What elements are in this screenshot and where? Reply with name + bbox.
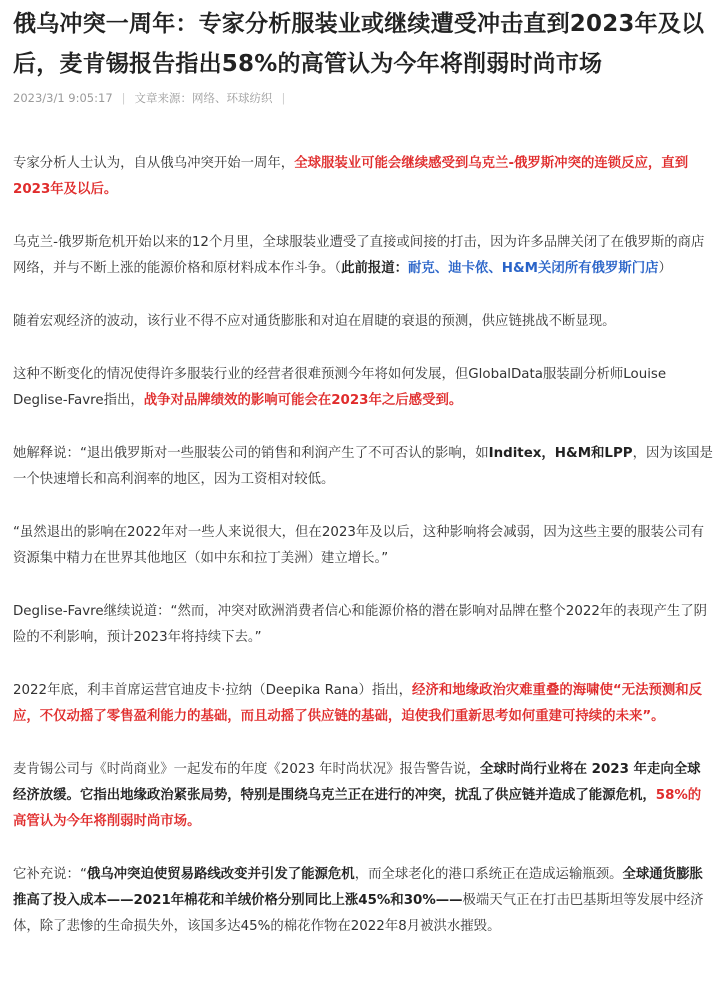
text: ） — [658, 261, 672, 276]
text: 麦肯锡公司与《时尚商业》一起发布的年度《2023 年时尚状况》报告警告说， — [13, 762, 480, 777]
text: 随着宏观经济的波动，该行业不得不应对通货膨胀和对迫在眉睫的衰退的预测，供应链挑战不断显现。 — [13, 314, 616, 329]
article — [0, 4, 727, 940]
paragraph-10 — [13, 862, 713, 940]
text: ，而全球老化的港口系统正在造成运输瓶颈。 — [354, 867, 623, 882]
meta-separator: | — [121, 91, 126, 105]
text: 极端天气正在打击巴基斯坦等发展中经济体，除了悲惨的生命损失外，该国多达45%的棉花作物在2022年8月被洪水摧毁。 — [13, 893, 704, 934]
bold-text: 俄乌冲突迫使贸易路线改变并引发了能源危机 — [86, 867, 355, 882]
text: ，因为该国是一个快速增长和高利润率的地区，因为工资相对较低。 — [13, 446, 713, 487]
text: 它补充说：“ — [13, 867, 87, 882]
highlight-text: 58%的高管认为今年将削弱时尚市场。 — [13, 788, 702, 829]
paragraph-8 — [13, 678, 713, 730]
paragraph-6 — [13, 520, 713, 572]
paragraph-2 — [13, 230, 713, 282]
paragraph-4 — [13, 362, 713, 414]
highlight-text: 经济和地缘政治灾难重叠的海啸使“无法预测和反应，不仅动摇了零售盈利能力的基础，而且动摇了供应链的基础，迫使我们重新思考如何重建可持续的未来”。 — [13, 683, 703, 724]
text: 她解释说：“退出俄罗斯对一些服装公司的销售和利润产生了不可否认的影响，如 — [13, 446, 489, 461]
bold-text: Inditex，H&M和LPP — [488, 446, 633, 461]
text: “虽然退出的影响在2022年对一些人来说很大，但在2023年及以后，这种影响将会减弱，因为这些主要的服装公司有资源集中精力在世界其他地区（如中东和拉丁美洲）建立增长。” — [13, 525, 705, 566]
paragraph-1 — [13, 151, 713, 203]
publish-date: 2023/3/1 9:05:17 — [13, 91, 113, 105]
article-source: 文章来源：网络、环球纺织 — [134, 91, 273, 105]
bold-text: 全球时尚行业将在 2023 年走向全球经济放缓。它指出地缘政治紧张局势，特别是围绕乌克兰正在进行的冲突，扰乱了供应链并造成了能源危机， — [13, 762, 701, 803]
bold-text: 此前报道： — [341, 261, 409, 276]
related-article-link[interactable]: 耐克、迪卡侬、H&M关闭所有俄罗斯门店 — [408, 261, 659, 276]
text: Deglise-Favre继续说道：“然而，冲突对欧洲消费者信心和能源价格的潜在影响对品牌在整个2022年的表现产生了阴险的不利影响，预计2023年将持续下去。” — [13, 604, 708, 645]
text: 乌克兰-俄罗斯危机开始以来的12个月里，全球服装业遭受了直接或间接的打击，因为许多品牌关闭了在俄罗斯的商店网络，并与不断上涨的能源价格和原材料成本作斗争。（ — [13, 235, 705, 276]
text: 这种不断变化的情况使得许多服装行业的经营者很难预测今年将如何发展，但GlobalData服装副分析师Louise Deglise-Favre指出， — [13, 367, 667, 408]
text: 2022年底，利丰首席运营官迪皮卡·拉纳（Deepika Rana）指出， — [13, 683, 413, 698]
bold-text: 全球通货膨胀推高了投入成本——2021年棉花和羊绒价格分别同比上涨45%和30%—— — [13, 867, 703, 908]
paragraph-3 — [13, 309, 713, 335]
text: 专家分析人士认为，自从俄乌冲突开始一周年， — [13, 156, 295, 171]
article-title: 俄乌冲突一周年：专家分析服装业或继续遭受冲击直到2023年及以后，麦肯锡报告指出58%的高管认为今年将削弱时尚市场 — [13, 11, 705, 77]
highlight-text: 全球服装业可能会继续感受到乌克兰-俄罗斯冲突的连锁反应，直到2023年及以后。 — [13, 156, 689, 197]
highlight-text: 战争对品牌绩效的影响可能会在2023年之后感受到。 — [143, 393, 463, 408]
paragraph-5 — [13, 441, 713, 493]
article-meta — [13, 89, 713, 107]
paragraph-9 — [13, 757, 713, 835]
paragraph-7 — [13, 599, 713, 651]
meta-separator: | — [281, 91, 286, 105]
